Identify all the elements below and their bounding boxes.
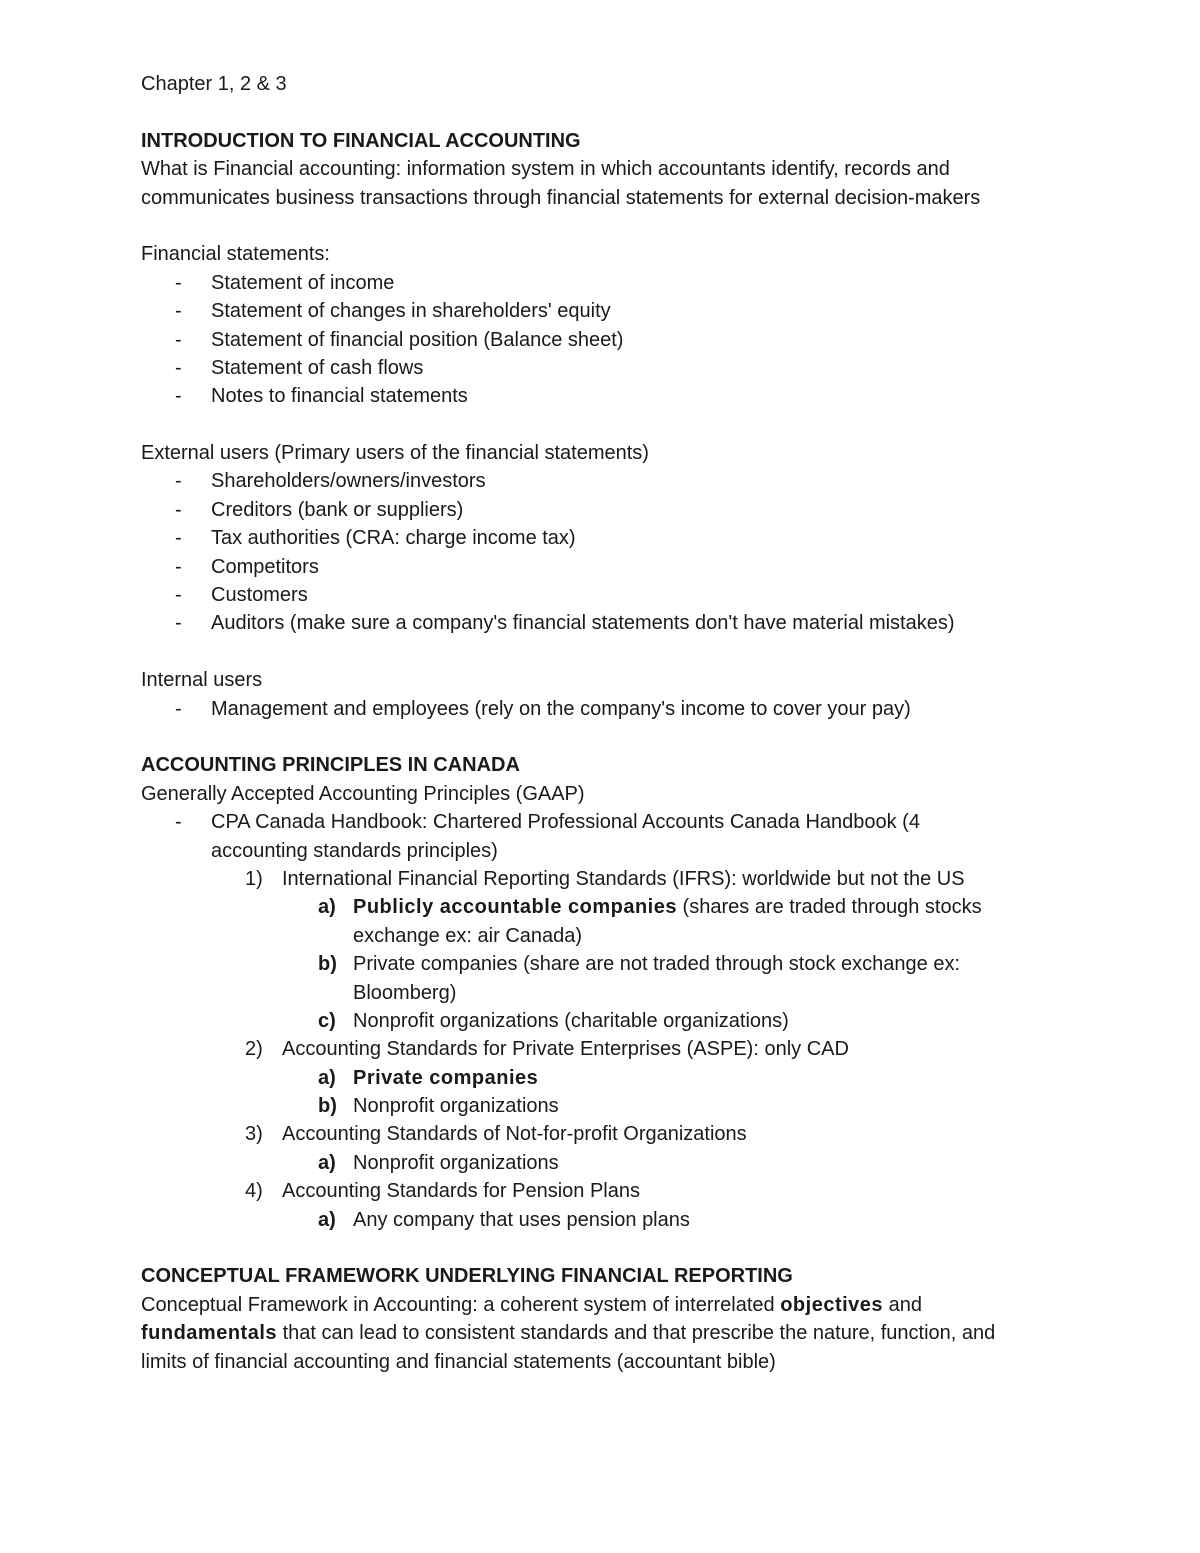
list-item: - Statement of cash flows xyxy=(141,354,1071,382)
bullet-dash: - xyxy=(175,328,182,351)
bullet-dash: - xyxy=(175,697,182,720)
sub-item-letter: a) xyxy=(318,1151,336,1174)
principles-heading: ACCOUNTING PRINCIPLES IN CANADA xyxy=(141,754,520,777)
sub-item-letter: b) xyxy=(318,1095,337,1118)
sub-item: a) Publicly accountable companies (shares are traded through stocks xyxy=(141,893,1071,921)
list-item-continuation: accounting standards principles) xyxy=(211,839,498,862)
list-item: - Statement of income xyxy=(141,269,1071,297)
sub-item-continuation: exchange ex: air Canada) xyxy=(353,924,583,947)
bullet-dash: - xyxy=(175,271,182,294)
standard-number: 2) xyxy=(245,1038,263,1061)
sub-item: a) Private companies xyxy=(141,1064,1071,1092)
list-item: - CPA Canada Handbook: Chartered Professional Accounts Canada Handbook (4 xyxy=(141,808,1071,836)
bullet-dash: - xyxy=(175,612,182,635)
sub-item: a) Any company that uses pension plans xyxy=(141,1206,1071,1234)
list-item: - Management and employees (rely on the company's income to cover your pay) xyxy=(141,695,1071,723)
bullet-dash: - xyxy=(175,527,182,550)
bullet-dash: - xyxy=(175,356,182,379)
sub-item: b) Private companies (share are not traded through stock exchange ex: xyxy=(141,950,1071,978)
sub-item-letter: b) xyxy=(318,953,337,976)
standard-item: 2) Accounting Standards for Private Enterprises (ASPE): only CAD xyxy=(141,1035,1071,1063)
sub-item-continuation: Bloomberg) xyxy=(353,981,457,1004)
bullet-dash: - xyxy=(175,385,182,408)
document-content xyxy=(141,70,1071,1376)
framework-definition-line-2: fundamentals that can lead to consistent standards and that prescribe the nature, function, and xyxy=(141,1322,996,1345)
external-users-label: External users (Primary users of the financial statements) xyxy=(141,442,649,465)
bullet-dash: - xyxy=(175,300,182,323)
sub-item-letter: c) xyxy=(318,1009,336,1032)
standard-item: 3) Accounting Standards of Not-for-profit Organizations xyxy=(141,1120,1071,1148)
sub-item-letter: a) xyxy=(318,1066,336,1089)
list-item: - Auditors (make sure a company's financial statements don't have material mistakes) xyxy=(141,609,1071,637)
list-item: - Tax authorities (CRA: charge income tax) xyxy=(141,524,1071,552)
internal-users-label: Internal users xyxy=(141,669,263,692)
financial-statements-label: Financial statements: xyxy=(141,243,330,266)
standard-number: 3) xyxy=(245,1123,263,1146)
sub-item-letter: a) xyxy=(318,1208,336,1231)
bullet-dash: - xyxy=(175,470,182,493)
list-item: - Shareholders/owners/investors xyxy=(141,467,1071,495)
standard-number: 1) xyxy=(245,867,263,890)
list-item: - Competitors xyxy=(141,553,1071,581)
chapter-title: Chapter 1, 2 & 3 xyxy=(141,73,287,95)
bullet-dash: - xyxy=(175,555,182,578)
framework-definition-line-1: Conceptual Framework in Accounting: a coherent system of interrelated objectives and xyxy=(141,1293,922,1316)
sub-item: b) Nonprofit organizations xyxy=(141,1092,1071,1120)
gaap-label: Generally Accepted Accounting Principles (GAAP) xyxy=(141,782,585,805)
list-item: - Statement of financial position (Balance sheet) xyxy=(141,326,1071,354)
standard-number: 4) xyxy=(245,1180,263,1203)
sub-item: a) Nonprofit organizations xyxy=(141,1149,1071,1177)
financial-accounting-definition-line-1: What is Financial accounting: information system in which accountants identify, records and xyxy=(141,158,950,181)
bullet-dash: - xyxy=(175,811,182,834)
list-item: - Creditors (bank or suppliers) xyxy=(141,496,1071,524)
list-item: - Notes to financial statements xyxy=(141,382,1071,410)
intro-heading: INTRODUCTION TO FINANCIAL ACCOUNTING xyxy=(141,129,581,152)
framework-definition-line-3: limits of financial accounting and financial statements (accountant bible) xyxy=(141,1350,776,1373)
bullet-dash: - xyxy=(175,498,182,521)
framework-heading: CONCEPTUAL FRAMEWORK UNDERLYING FINANCIAL REPORTING xyxy=(141,1265,793,1288)
standard-item: 1) International Financial Reporting Standards (IFRS): worldwide but not the US xyxy=(141,865,1071,893)
financial-accounting-definition-line-2: communicates business transactions through financial statements for external decision-makers xyxy=(141,186,981,209)
sub-item-letter: a) xyxy=(318,896,336,919)
list-item: - Customers xyxy=(141,581,1071,609)
sub-item: c) Nonprofit organizations (charitable organizations) xyxy=(141,1007,1071,1035)
list-item: - Statement of changes in shareholders' equity xyxy=(141,297,1071,325)
bullet-dash: - xyxy=(175,584,182,607)
standard-item: 4) Accounting Standards for Pension Plans xyxy=(141,1177,1071,1205)
